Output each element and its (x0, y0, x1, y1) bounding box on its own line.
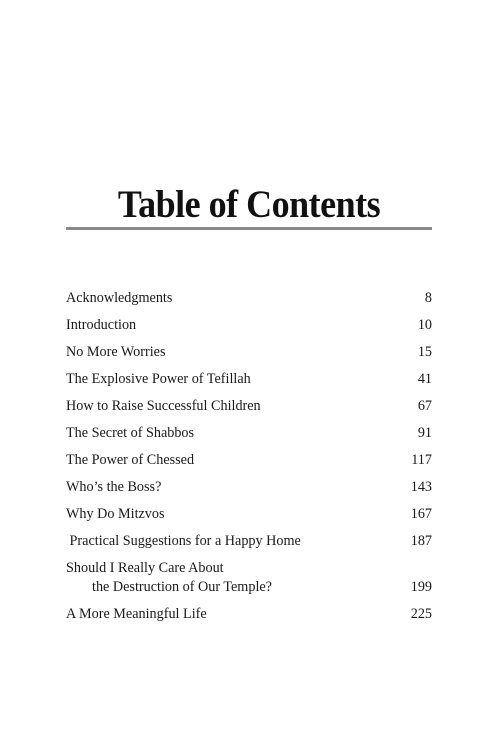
toc-entry-page-number: 143 (410, 479, 432, 495)
toc-entry-title (66, 424, 432, 443)
toc-entry-title (66, 316, 432, 335)
toc-entry[interactable] (66, 451, 432, 470)
toc-entry-page-number: 91 (417, 425, 432, 441)
toc-entry-title (66, 370, 432, 389)
toc-entry-title (66, 343, 432, 362)
toc-entry-title-line: The Explosive Power of Tefillah (66, 371, 251, 387)
toc-entry-title-line: Who’s the Boss? (66, 479, 162, 495)
toc-entry[interactable] (66, 316, 432, 335)
toc-entry-page-number: 117 (411, 452, 432, 468)
toc-entry-title-line: The Secret of Shabbos (66, 425, 195, 441)
toc-entry-title-line: Acknowledgments (66, 290, 173, 306)
toc-entry-title (66, 289, 432, 308)
toc-entry-title-line: Practical Suggestions for a Happy Home (66, 533, 301, 549)
toc-entry-page-number: 167 (410, 506, 432, 522)
toc-entry-title-line: A More Meaningful Life (66, 606, 207, 622)
toc-entry-page-number: 187 (410, 533, 432, 549)
toc-entry[interactable] (66, 532, 432, 551)
toc-entry-title (66, 605, 432, 624)
toc-entry-title-line: The Power of Chessed (66, 452, 195, 468)
toc-entry[interactable] (66, 559, 432, 597)
toc-entry-title (66, 397, 432, 416)
toc-entry-page-number: 67 (417, 398, 432, 414)
toc-entry[interactable] (66, 370, 432, 389)
toc-entry-title-line: Introduction (66, 317, 137, 333)
table-of-contents (66, 289, 432, 632)
toc-entry-title (66, 478, 432, 497)
toc-entry-page-number: 15 (417, 344, 432, 360)
toc-entry[interactable] (66, 343, 432, 362)
toc-entry-page-number: 41 (417, 371, 432, 387)
toc-entry[interactable] (66, 505, 432, 524)
toc-entry-page-number: 199 (410, 579, 432, 595)
toc-entry-title (66, 505, 432, 524)
toc-entry-title-line: No More Worries (66, 344, 166, 360)
toc-entry-title (66, 532, 432, 551)
toc-entry-title-line: How to Raise Successful Children (66, 398, 261, 414)
toc-entry-page-number: 10 (417, 317, 432, 333)
toc-entry[interactable] (66, 397, 432, 416)
toc-entry[interactable] (66, 424, 432, 443)
toc-entry-page-number: 8 (424, 290, 432, 306)
page-title: Table of Contents (117, 182, 381, 226)
toc-entry-page-number: 225 (410, 606, 432, 622)
toc-entry-title (66, 559, 432, 597)
toc-entry-title-line: the Destruction of Our Temple? (92, 579, 272, 595)
title-divider (66, 227, 432, 230)
toc-entry-title (66, 451, 432, 470)
toc-entry[interactable] (66, 605, 432, 624)
toc-entry[interactable] (66, 289, 432, 308)
toc-entry-title-line: Should I Really Care About (66, 560, 224, 576)
toc-entry-title-line: Why Do Mitzvos (66, 506, 165, 522)
toc-entry[interactable] (66, 478, 432, 497)
